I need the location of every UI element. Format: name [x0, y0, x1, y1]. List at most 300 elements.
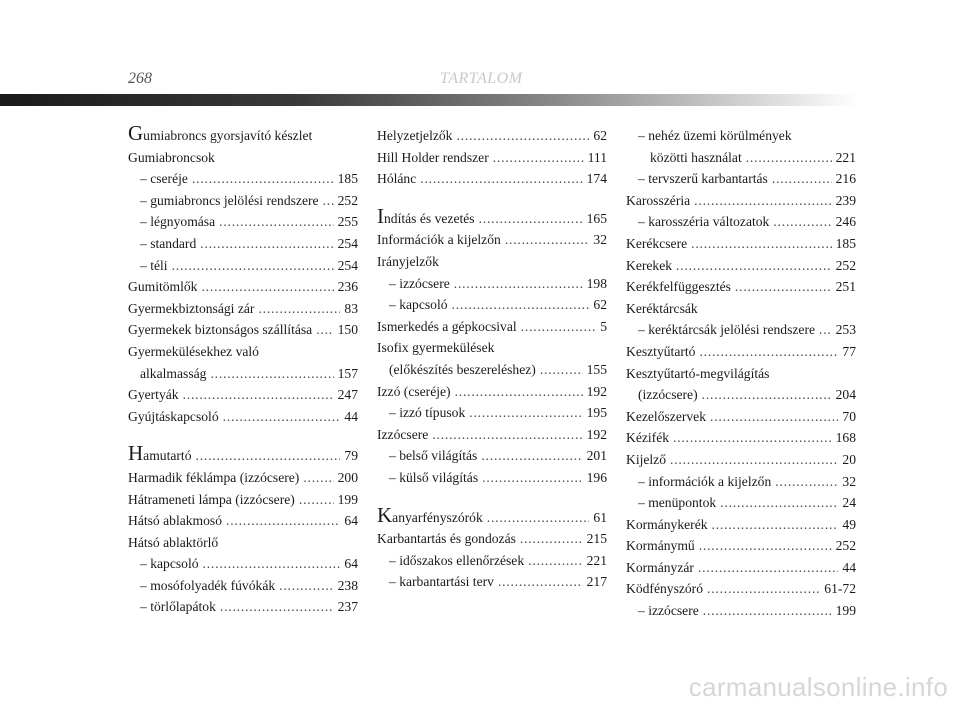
page-ref: 252 — [337, 192, 358, 208]
dot-leader — [454, 273, 583, 295]
dot-leader — [505, 229, 590, 251]
entry-text: – belső világítás — [389, 448, 478, 464]
entry-text: – külső világítás — [389, 469, 479, 485]
index-entry — [377, 571, 607, 593]
index-entry — [626, 514, 856, 536]
dot-leader — [226, 510, 340, 532]
index-column-3 — [626, 125, 856, 622]
page-ref: 44 — [842, 559, 856, 575]
watermark: carmanualsonline.info — [688, 672, 948, 702]
page-ref: 199 — [337, 491, 358, 507]
entry-text: Gyermekbiztonsági zár — [128, 300, 255, 316]
page-ref: 255 — [337, 214, 358, 230]
index-entry-row — [626, 427, 856, 449]
entry-text: alkalmasság — [140, 365, 207, 381]
dot-leader — [479, 208, 583, 230]
page-ref: 150 — [337, 322, 358, 338]
dot-leader — [299, 489, 334, 511]
index-entry-row — [128, 553, 358, 575]
dot-leader — [201, 276, 333, 298]
page-ref: 49 — [842, 516, 856, 532]
index-entry — [377, 125, 607, 147]
page-ref: 157 — [337, 365, 358, 381]
entry-text: – téli — [140, 257, 168, 273]
entry-text: Kormánymű — [626, 538, 695, 554]
entry-label: Gumiabroncsok — [128, 149, 215, 165]
index-entry — [626, 363, 856, 406]
entry-text: – törlőlapátok — [140, 599, 216, 615]
entry-text: Karosszéria — [626, 192, 691, 208]
entry-text-rest: amutartó — [143, 448, 192, 464]
index-entry-row — [626, 514, 856, 536]
index-entry-row — [626, 406, 856, 428]
index-entry-row — [626, 341, 856, 363]
dot-leader — [720, 492, 838, 514]
entry-text-rest: umiabroncs gyorsjavító készlet — [143, 128, 313, 143]
dot-leader — [676, 255, 832, 277]
entry-text — [377, 502, 483, 529]
page-ref: 20 — [842, 451, 856, 467]
page-ref: 155 — [586, 361, 607, 377]
dot-leader — [498, 571, 583, 593]
page-ref: 195 — [586, 405, 607, 421]
page-ref: 77 — [842, 343, 856, 359]
index-entry — [626, 535, 856, 557]
entry-label: Hátsó ablaktörlő — [128, 534, 219, 550]
entry-text — [377, 203, 475, 230]
dot-leader — [702, 384, 832, 406]
index-entry-row — [377, 402, 607, 424]
entry-text: – izzócsere — [638, 603, 699, 619]
index-entry — [626, 190, 856, 212]
page-ref: 253 — [835, 322, 856, 338]
entry-text: – standard — [140, 235, 197, 251]
page-ref: 192 — [586, 426, 607, 442]
index-entry — [377, 294, 607, 316]
index-entry — [128, 553, 358, 575]
entry-text: Ködfényszóró — [626, 581, 704, 597]
page-ref: 62 — [593, 297, 607, 313]
index-entry — [626, 211, 856, 233]
index-entry — [377, 229, 607, 251]
index-entry-row — [626, 190, 856, 212]
index-entry — [626, 471, 856, 493]
dot-leader — [772, 168, 832, 190]
index-entry — [128, 147, 358, 169]
page-ref: 217 — [586, 574, 607, 590]
index-entry-row — [626, 557, 856, 579]
index-entry-row — [377, 571, 607, 593]
entry-text: Kerékfelfüggesztés — [626, 279, 731, 295]
entry-text: Kormánykerék — [626, 516, 708, 532]
dot-leader — [699, 341, 838, 363]
entry-text: – karbantartási terv — [389, 574, 494, 590]
index-entry-row — [377, 273, 607, 295]
dot-leader — [735, 276, 832, 298]
index-entry — [626, 276, 856, 298]
index-entry — [128, 276, 358, 298]
page-ref: 70 — [842, 408, 856, 424]
index-entry — [626, 341, 856, 363]
page-ref: 61 — [593, 509, 607, 525]
index-entry-row — [377, 316, 607, 338]
page-number: 268 — [128, 70, 152, 87]
entry-text: Kerekek — [626, 257, 673, 273]
dot-leader — [323, 190, 334, 212]
index-entry — [626, 492, 856, 514]
index-entry-row — [626, 276, 856, 298]
index-entry-row — [128, 121, 358, 147]
index-entry-row — [128, 489, 358, 511]
page-ref: 247 — [337, 387, 358, 403]
index-entry — [128, 510, 358, 532]
index-entry-row — [377, 229, 607, 251]
entry-text: Kezelőszervek — [626, 408, 707, 424]
index-entry — [128, 255, 358, 277]
index-entry-row — [128, 384, 358, 406]
page-ref: 215 — [586, 531, 607, 547]
entry-text: Gyermekek biztonságos szállítása — [128, 322, 313, 338]
index-letter-heading — [128, 441, 358, 467]
dot-leader — [192, 168, 334, 190]
page-ref: 168 — [835, 430, 856, 446]
page-ref: 251 — [835, 279, 856, 295]
page-ref: 254 — [337, 257, 358, 273]
index-entry-row — [128, 298, 358, 320]
entry-text: közötti használat — [650, 149, 742, 165]
entry-text: Harmadik féklámpa (izzócsere) — [128, 469, 300, 485]
dot-leader — [223, 406, 341, 428]
dot-leader — [691, 233, 831, 255]
index-entry-row — [377, 528, 607, 550]
index-entry-row — [377, 359, 607, 381]
entry-text: Hátsó ablakmosó — [128, 513, 223, 529]
entry-text: Gumitömlők — [128, 279, 198, 295]
entry-text: – karosszéria változatok — [638, 214, 770, 230]
dot-leader — [258, 298, 340, 320]
page-ref: 246 — [835, 214, 856, 230]
index-entry — [377, 273, 607, 295]
index-entry-row — [626, 384, 856, 406]
entry-text: Gyertyák — [128, 387, 179, 403]
header-band — [0, 94, 858, 106]
entry-text: Kerékcsere — [626, 235, 688, 251]
page-ref: 62 — [593, 128, 607, 143]
entry-text: Hátrameneti lámpa (izzócsere) — [128, 491, 295, 507]
entry-text: Karbantartás és gondozás — [377, 531, 516, 547]
entry-text: – keréktárcsák jelölési rendszere — [638, 322, 816, 338]
entry-text: Hólánc — [377, 171, 417, 187]
index-entry-row — [377, 381, 607, 403]
index-entry-row — [626, 255, 856, 277]
entry-text: – izzócsere — [389, 275, 450, 291]
entry-label: Isofix gyermekülések — [377, 340, 495, 356]
index-entry-row — [626, 211, 856, 233]
index-entry-row — [626, 449, 856, 471]
entry-text: – cseréje — [140, 171, 188, 187]
index-entry — [626, 449, 856, 471]
page-ref: 5 — [600, 318, 607, 334]
dot-leader — [520, 528, 583, 550]
index-entry — [128, 341, 358, 384]
dot-leader — [200, 233, 333, 255]
dot-leader — [540, 359, 583, 381]
section-title: TARTALOM — [440, 70, 523, 87]
dot-leader — [452, 294, 590, 316]
index-entry — [128, 532, 358, 554]
index-entry-row — [626, 319, 856, 341]
index-entry-row — [377, 203, 607, 230]
index-entry — [377, 402, 607, 424]
index-entry-row — [626, 471, 856, 493]
index-entry-row — [626, 492, 856, 514]
page-ref: 201 — [586, 448, 607, 464]
index-entry — [128, 575, 358, 597]
index-column-2 — [377, 125, 607, 593]
page-ref: 254 — [337, 235, 358, 251]
index-letter-heading — [377, 502, 607, 529]
page-ref: 174 — [586, 171, 607, 187]
page-ref: 236 — [337, 279, 358, 295]
entry-text: Izzó (cseréje) — [377, 383, 451, 399]
page-ref: 185 — [835, 235, 856, 251]
index-entry — [626, 319, 856, 341]
index-entry-row — [377, 467, 607, 489]
entry-text-rest: anyarfényszórók — [392, 509, 483, 525]
index-entry-row — [626, 233, 856, 255]
dot-leader — [469, 402, 582, 424]
index-entry — [626, 298, 856, 320]
index-entry — [128, 319, 358, 341]
index-entry-row — [128, 575, 358, 597]
index-entry-row — [128, 168, 358, 190]
index-entry — [128, 190, 358, 212]
index-entry-row — [128, 233, 358, 255]
dot-leader — [707, 578, 820, 600]
index-entry — [626, 125, 856, 168]
index-letter-heading — [128, 121, 358, 147]
dot-leader — [493, 147, 584, 169]
dot-leader — [703, 600, 832, 622]
entry-text: – mosófolyadék fúvókák — [140, 577, 276, 593]
dot-leader — [698, 557, 838, 579]
page-ref: 44 — [344, 408, 358, 424]
page-header — [0, 0, 960, 110]
page-ref: 221 — [835, 149, 856, 165]
dot-leader — [456, 125, 589, 147]
entry-text: Ismerkedés a gépkocsival — [377, 318, 517, 334]
index-entry — [377, 147, 607, 169]
dot-leader — [279, 575, 333, 597]
index-entry-row — [377, 125, 607, 147]
dot-leader — [699, 535, 832, 557]
index-entry — [377, 251, 607, 273]
entry-text: – menüpontok — [638, 495, 717, 511]
page-ref: 165 — [586, 210, 607, 226]
dot-leader — [773, 211, 831, 233]
index-entry — [626, 557, 856, 579]
page-ref: 24 — [842, 495, 856, 511]
page-ref: 198 — [586, 275, 607, 291]
entry-initial: H — [128, 441, 144, 466]
index-entry — [626, 406, 856, 428]
index-entry — [377, 445, 607, 467]
page-ref: 185 — [337, 171, 358, 187]
dot-leader — [528, 550, 582, 572]
entry-text-rest: ndítás és vezetés — [384, 210, 475, 226]
index-entry-row — [128, 255, 358, 277]
index-entry — [377, 316, 607, 338]
index-entry — [128, 384, 358, 406]
index-entry-row — [128, 319, 358, 341]
index-entry-row — [128, 276, 358, 298]
entry-text: Kijelző — [626, 451, 667, 467]
entry-label: Irányjelzők — [377, 253, 439, 269]
page-ref: 64 — [344, 556, 358, 572]
index-entry — [128, 596, 358, 618]
dot-leader — [220, 596, 334, 618]
entry-initial: I — [377, 203, 384, 228]
index-entry-row — [626, 535, 856, 557]
page-ref: 111 — [587, 149, 607, 165]
dot-leader — [420, 168, 582, 190]
entry-label: – nehéz üzemi körülmények — [638, 128, 792, 143]
page-ref: 200 — [337, 469, 358, 485]
dot-leader — [481, 445, 582, 467]
dot-leader — [432, 424, 582, 446]
dot-leader — [819, 319, 832, 341]
entry-text: – kapcsoló — [389, 297, 448, 313]
index-entry-row — [128, 406, 358, 428]
dot-leader — [196, 445, 341, 467]
index-entry — [626, 233, 856, 255]
entry-initial: K — [377, 502, 393, 527]
index-entry — [377, 337, 607, 380]
index-entry-row — [377, 502, 607, 529]
index-entry-row — [377, 550, 607, 572]
page-ref: 196 — [586, 469, 607, 485]
entry-text: – tervszerű karbantartás — [638, 171, 768, 187]
dot-leader — [172, 255, 334, 277]
entry-text: Kormányzár — [626, 559, 694, 575]
index-entry-row — [377, 168, 607, 190]
dot-leader — [210, 363, 333, 385]
index-entry-row — [128, 510, 358, 532]
page-ref: 216 — [835, 171, 856, 187]
page-ref: 83 — [344, 300, 358, 316]
page-ref: 61-72 — [824, 581, 856, 597]
entry-text: Információk a kijelzőn — [377, 232, 501, 248]
page-ref: 237 — [337, 599, 358, 615]
page-ref: 199 — [835, 603, 856, 619]
index-entry-row — [128, 596, 358, 618]
entry-text: – izzó típusok — [389, 405, 466, 421]
entry-label: Gyermekülésekhez való — [128, 343, 259, 359]
index-entry — [626, 427, 856, 449]
dot-leader — [670, 449, 838, 471]
index-entry-row — [377, 445, 607, 467]
dot-leader — [775, 471, 838, 493]
index-entry-row — [128, 211, 358, 233]
index-entry — [128, 467, 358, 489]
index-entry — [377, 168, 607, 190]
dot-leader — [673, 427, 832, 449]
page-ref: 32 — [593, 232, 607, 248]
entry-text: – gumiabroncs jelölési rendszere — [140, 192, 319, 208]
entry-text: Helyzetjelzők — [377, 128, 453, 143]
index-entry-row — [377, 424, 607, 446]
entry-text: – információk a kijelzőn — [638, 473, 772, 489]
page-ref: 79 — [344, 448, 358, 464]
dot-leader — [710, 406, 838, 428]
dot-leader — [712, 514, 839, 536]
index-letter-heading — [377, 203, 607, 230]
entry-text: Gyújtáskapcsoló — [128, 408, 219, 424]
page-ref: 252 — [835, 257, 856, 273]
dot-leader — [521, 316, 597, 338]
page-ref: 238 — [337, 577, 358, 593]
entry-text: (izzócsere) — [638, 387, 698, 403]
index-entry-row — [128, 467, 358, 489]
dot-leader — [316, 319, 333, 341]
entry-text: – légnyomása — [140, 214, 216, 230]
index-entry — [377, 528, 607, 550]
index-column-1 — [128, 121, 358, 618]
index-entry — [626, 578, 856, 600]
dot-leader — [303, 467, 333, 489]
index-entry-row — [377, 147, 607, 169]
index-entry — [377, 424, 607, 446]
index-entry — [128, 298, 358, 320]
entry-text: – időszakos ellenőrzések — [389, 552, 525, 568]
index-entry — [626, 255, 856, 277]
dot-leader — [219, 211, 333, 233]
dot-leader — [746, 147, 832, 169]
index-entry-row — [626, 600, 856, 622]
index-entry — [128, 489, 358, 511]
dot-leader — [183, 384, 334, 406]
dot-leader — [694, 190, 831, 212]
page-ref: 239 — [835, 192, 856, 208]
entry-text: Kézifék — [626, 430, 670, 446]
dot-leader — [203, 553, 341, 575]
page-ref: 64 — [344, 513, 358, 529]
entry-label: Kesztyűtartó-megvilágítás — [626, 365, 770, 381]
index-entry — [128, 211, 358, 233]
index-entry-row — [128, 363, 358, 385]
index-entry-row — [128, 441, 358, 467]
index-entry-row — [128, 190, 358, 212]
index-entry — [128, 168, 358, 190]
entry-text: Hill Holder rendszer — [377, 149, 489, 165]
entry-text: Izzócsere — [377, 426, 429, 442]
index-entry — [128, 233, 358, 255]
index-entry-row — [626, 147, 856, 169]
page-ref: 192 — [586, 383, 607, 399]
index-entry — [626, 600, 856, 622]
dot-leader — [487, 507, 590, 529]
index-entry — [377, 381, 607, 403]
index-entry-row — [377, 294, 607, 316]
index-entry-row — [626, 578, 856, 600]
entry-text: (előkészítés beszereléshez) — [389, 361, 536, 377]
entry-label: Keréktárcsák — [626, 300, 698, 316]
page-ref: 252 — [835, 538, 856, 554]
index-entry — [626, 168, 856, 190]
page-ref: 32 — [842, 473, 856, 489]
index-entry-row — [626, 168, 856, 190]
entry-text: – kapcsoló — [140, 556, 199, 572]
